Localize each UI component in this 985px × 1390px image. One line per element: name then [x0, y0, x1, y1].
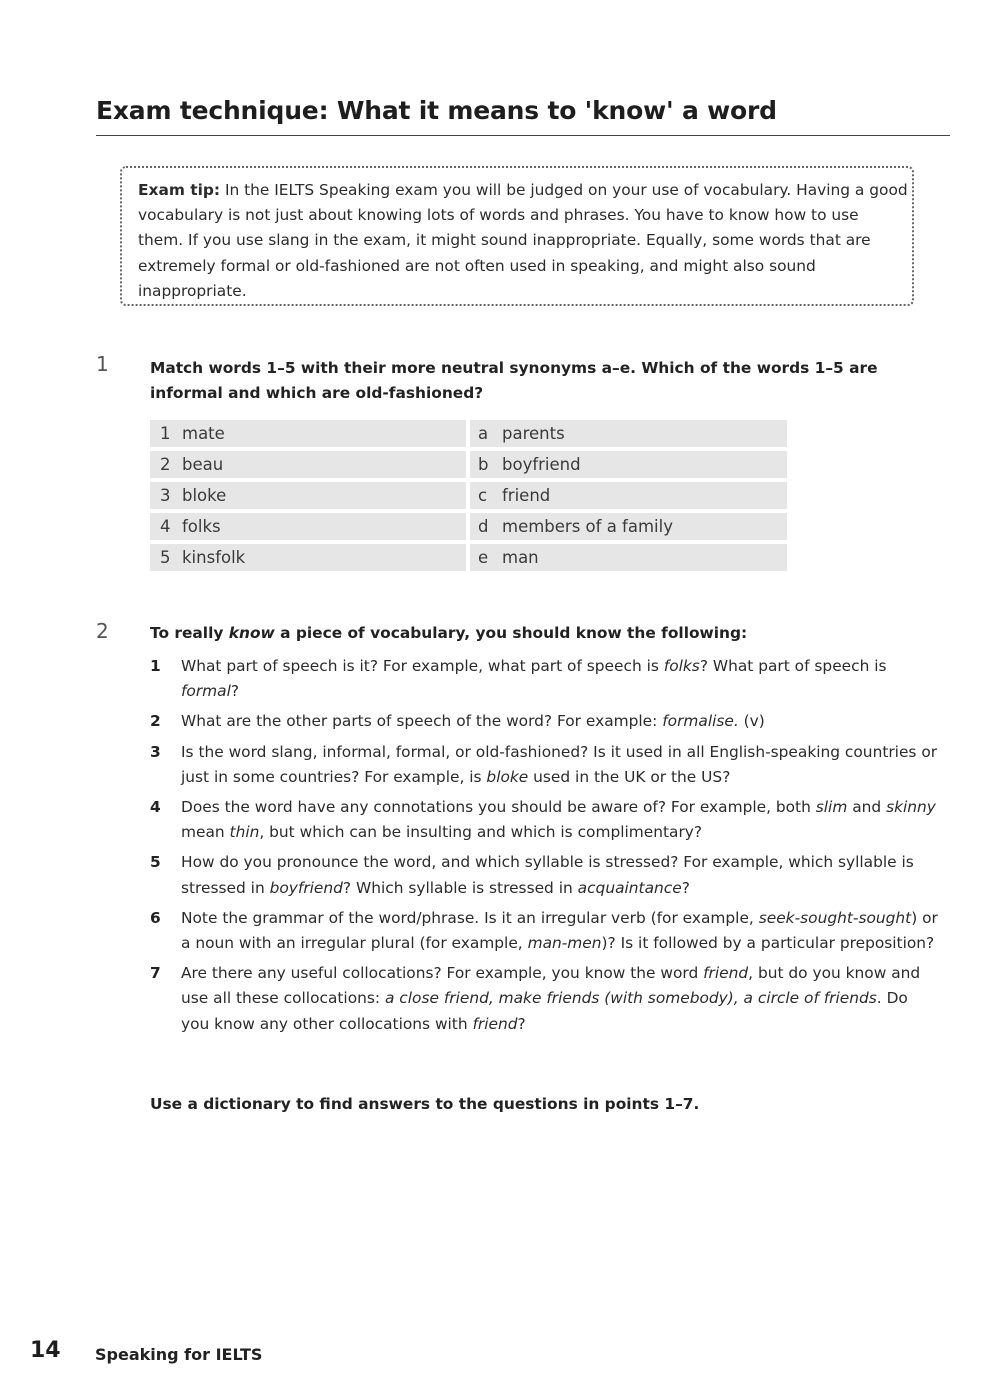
item-text — [181, 906, 940, 956]
text-segment: )? Is it followed by a particular preposition? — [601, 934, 935, 953]
item-number: 4 — [150, 798, 161, 817]
item-text — [181, 850, 940, 900]
text-segment: What part of speech is it? For example, what part of speech is — [181, 657, 664, 675]
word-cell — [150, 513, 466, 542]
word-number: 1 — [160, 424, 171, 443]
emphasized-text: formalise. — [662, 712, 739, 731]
list-item — [150, 740, 940, 790]
item-number: 6 — [150, 908, 161, 927]
text-segment: . Do you know any other collocations with — [181, 989, 908, 1033]
text-segment: How do you pronounce the word, and which syllable is stressed? For example, which syllable is stressed in — [181, 853, 914, 897]
item-number: 5 — [150, 853, 161, 872]
synonym-letter: b — [478, 455, 489, 474]
word-cell — [150, 544, 466, 573]
matching-row — [150, 451, 787, 482]
synonym-cell — [470, 513, 787, 542]
item-text — [181, 654, 940, 704]
title-underline — [96, 135, 950, 136]
emphasized-text: boyfriend — [269, 878, 343, 897]
text-segment: used in the UK or the US? — [528, 767, 731, 786]
instruction-text-b: a piece of vocabulary, you should know the following: — [274, 624, 748, 642]
word: kinsfolk — [182, 548, 246, 567]
book-title: Speaking for IELTS — [95, 1345, 263, 1364]
word: folks — [182, 517, 221, 536]
list-item — [150, 709, 940, 734]
emphasized-text: folks — [663, 657, 700, 675]
exam-tip-label: Exam tip: — [138, 181, 221, 199]
emphasized-text: friend — [472, 1014, 518, 1033]
emphasized-text: formal — [181, 682, 231, 701]
item-number: 1 — [150, 657, 161, 675]
matching-row — [150, 513, 787, 544]
exercise-1-instruction: Match words 1–5 with their more neutral synonyms a–e. Which of the words 1–5 are informal and which are old-fashioned? — [150, 359, 878, 402]
exercise-1-number: 1 — [96, 352, 109, 376]
exam-tip-box — [120, 166, 914, 306]
text-segment: Does the word have any connotations you should be aware of? For example, both — [181, 798, 816, 817]
synonym-cell — [470, 482, 787, 511]
item-text — [181, 795, 940, 845]
synonym-cell — [470, 544, 787, 573]
list-item — [150, 850, 940, 900]
synonym-letter: d — [478, 517, 489, 536]
closing-instruction: Use a dictionary to find answers to the questions in points 1–7. — [150, 1095, 700, 1113]
word: mate — [182, 424, 225, 443]
synonym-letter: e — [478, 548, 489, 567]
synonym: boyfriend — [502, 455, 581, 474]
text-segment: ? Which syllable is stressed in — [342, 878, 578, 897]
matching-row — [150, 544, 787, 575]
synonym: parents — [502, 424, 565, 443]
synonym: friend — [502, 486, 551, 505]
word-number: 5 — [160, 548, 171, 567]
word: beau — [182, 455, 224, 474]
text-segment: and — [847, 798, 887, 817]
instruction-text-a: To really — [150, 624, 229, 642]
list-item — [150, 961, 940, 1037]
item-number: 7 — [150, 964, 161, 983]
list-item — [150, 654, 940, 704]
matching-row — [150, 420, 787, 451]
word: bloke — [182, 486, 227, 505]
exam-tip-text — [138, 178, 908, 304]
emphasized-text: seek-sought-sought — [758, 908, 912, 927]
text-segment: , but which can be insulting and which is complimentary? — [259, 823, 703, 842]
synonym-cell — [470, 420, 787, 449]
word-cell — [150, 451, 466, 480]
text-segment: What are the other parts of speech of the word? For example: — [181, 712, 663, 731]
text-segment: mean — [181, 823, 230, 842]
list-item — [150, 795, 940, 845]
text-segment: ? What part of speech is — [699, 657, 887, 675]
word-cell — [150, 482, 466, 511]
points-list — [150, 654, 940, 1042]
synonym-letter: a — [478, 424, 489, 443]
emphasized-text: skinny — [886, 798, 936, 817]
text-segment: ) or a noun with an irregular plural (for example, — [181, 908, 938, 953]
word-cell — [150, 420, 466, 449]
synonym-cell — [470, 451, 787, 480]
text-segment: ? — [230, 682, 240, 701]
synonym: members of a family — [502, 517, 673, 536]
matching-row — [150, 482, 787, 513]
text-segment: ? — [517, 1014, 526, 1033]
emphasized-text: thin — [229, 823, 260, 842]
synonym: man — [502, 548, 539, 567]
text-segment: , but do you know and use all these collocations: — [181, 964, 921, 1008]
emphasized-text: a close friend, make friends (with somebody), a circle of friends — [384, 989, 877, 1008]
item-number: 2 — [150, 712, 161, 731]
word-number: 4 — [160, 517, 171, 536]
page-number: 14 — [30, 1338, 61, 1363]
text-segment: Is the word slang, informal, formal, or old-fashioned? Is it used in all English-speaking countries or just in some countries? For example, is — [181, 742, 938, 786]
exam-tip-body: In the IELTS Speaking exam you will be judged on your use of vocabulary. Having a good vocabulary is not just about knowing lots of words and phrases. You have to know how to use them. If you use slang in the exam, it might sound inappropriate. Equally, some words that are extremely formal or old-fashioned are not often used in speaking, and might also sound inappropriate. — [138, 181, 908, 300]
emphasized-text: friend — [703, 964, 749, 983]
exercise-2-number: 2 — [96, 619, 109, 643]
instruction-emphasis: know — [228, 624, 275, 642]
word-number: 2 — [160, 455, 171, 474]
text-segment: ? — [681, 878, 690, 897]
text-segment: Are there any useful collocations? For example, you know the word — [181, 964, 704, 983]
list-item — [150, 906, 940, 956]
synonym-letter: c — [478, 486, 488, 505]
emphasized-text: man-men — [527, 934, 602, 953]
item-number: 3 — [150, 742, 161, 761]
matching-table — [150, 420, 787, 575]
item-text — [181, 709, 940, 734]
item-text — [181, 961, 940, 1037]
word-number: 3 — [160, 486, 171, 505]
emphasized-text: acquaintance — [577, 878, 682, 897]
text-segment: Note the grammar of the word/phrase. Is it an irregular verb (for example, — [181, 908, 759, 927]
emphasized-text: bloke — [486, 767, 529, 786]
emphasized-text: slim — [815, 798, 848, 817]
exercise-2-instruction — [150, 621, 930, 646]
text-segment: (v) — [738, 712, 765, 731]
page-title: Exam technique: What it means to 'know' a word — [96, 96, 777, 125]
item-text — [181, 740, 940, 790]
